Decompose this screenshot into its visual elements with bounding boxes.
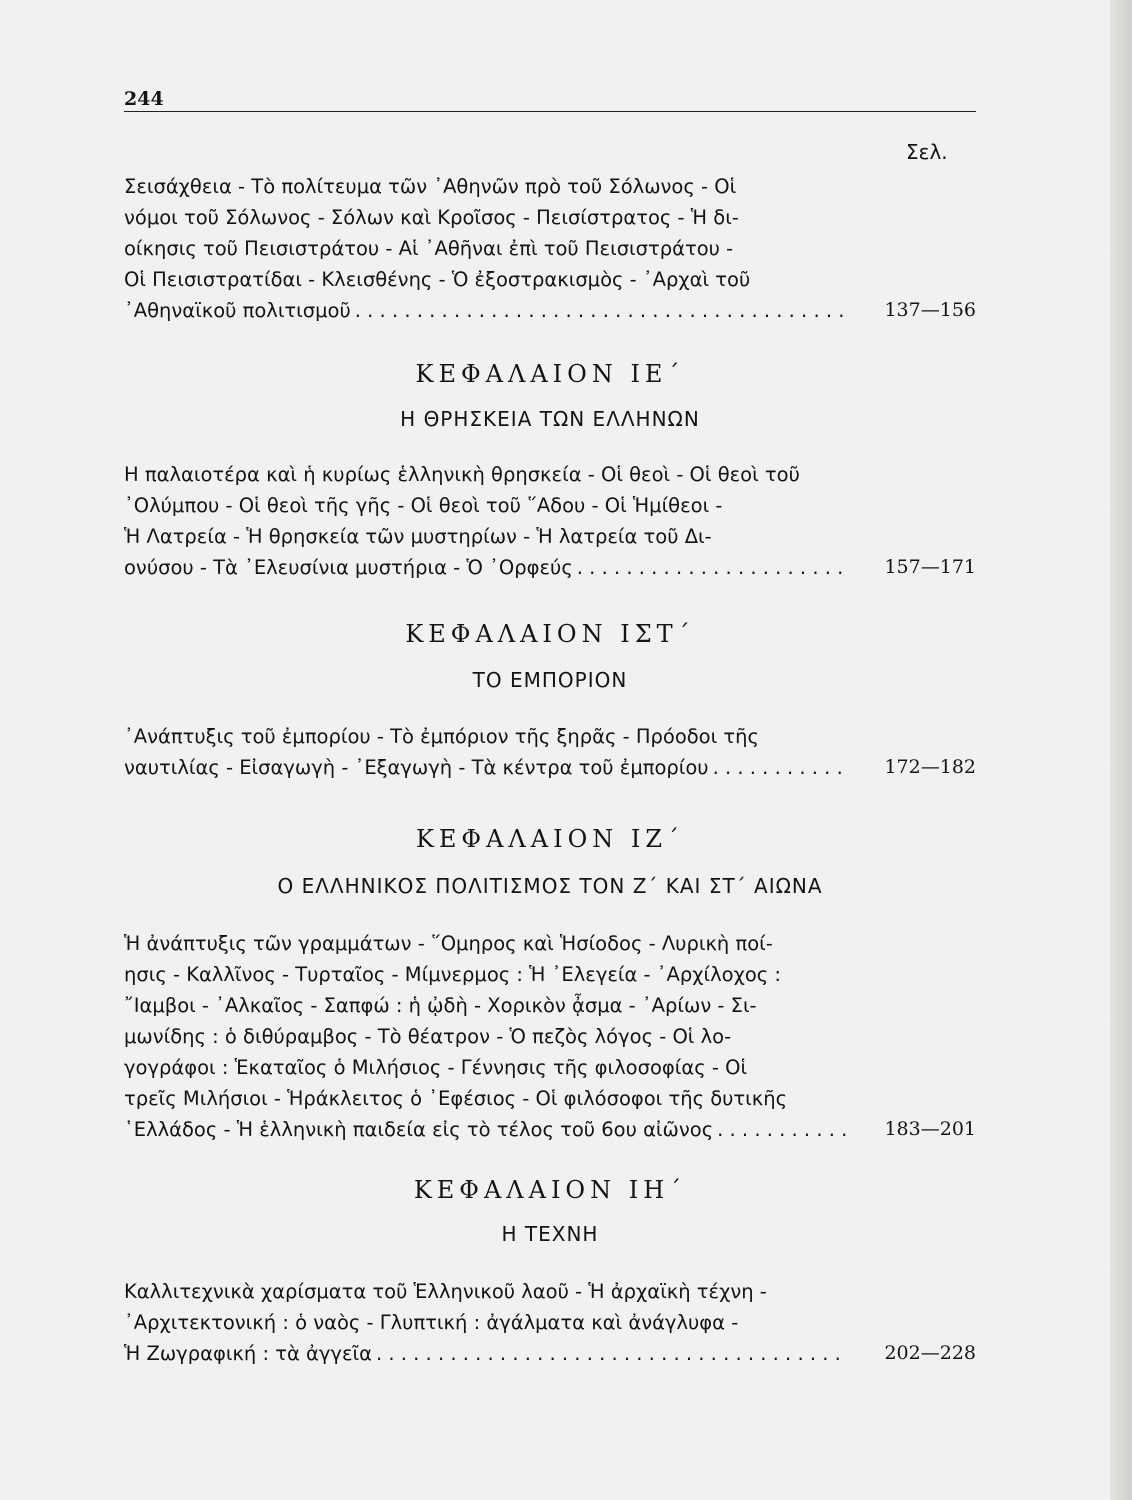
entry-line: Ἡ ἀνάπτυξις τῶν γραμμάτων - ῞Ομηρος καὶ Ἡσίοδος - Λυρικὴ ποί- (124, 932, 773, 955)
chapter-subtitle: Η ΘΡΗΣΚΕΙΑ ΤΩΝ ΕΛΛΗΝΩΝ (400, 407, 700, 431)
toc-entry (124, 171, 976, 326)
page-range: 183—201 (884, 1118, 976, 1140)
entry-line: ᾿Ολύμπου - Οἱ θεοὶ τῆς γῆς - Οἱ θεοὶ τοῦ ῞Αδου - Οἱ Ἡμίθεοι - (124, 494, 723, 517)
page-range: 137—156 (884, 299, 976, 321)
entry-line: ναυτιλίας - Εἰσαγωγὴ - ᾿Εξαγωγὴ - Τὰ κέντρα τοῦ ἐμπορίου (124, 756, 709, 779)
entry-line: ονύσου - Τὰ ᾿Ελευσίνια μυστήρια - Ὁ ᾿Ορφεύς (124, 556, 573, 579)
chapter-heading: ΚΕΦΑΛΑΙΟΝ ΙΣΤ΄ (405, 620, 695, 648)
entry-line: οίκησις τοῦ Πεισιστράτου - Αἱ ᾿Αθῆναι ἐπὶ τοῦ Πεισιστράτου - (124, 237, 734, 260)
page-range: 202—228 (884, 1342, 976, 1364)
dot-leader (351, 295, 846, 326)
entry-line: Η παλαιοτέρα καὶ ἡ κυρίως ἑλληνικὴ θρησκεία - Οἱ θεοὶ - Οἱ θεοὶ τοῦ (124, 463, 800, 486)
chapter-heading: ΚΕΦΑΛΑΙΟΝ ΙΕ΄ (415, 360, 685, 388)
dot-leader (573, 552, 846, 583)
entry-last-line (124, 752, 976, 783)
entry-last-line (124, 295, 976, 326)
entry-line: νόμοι τοῦ Σόλωνος - Σόλων καὶ Κροῖσος - Πεισίστρατος - Ἡ δι- (124, 206, 739, 229)
entry-last-line (124, 552, 976, 583)
entry-line: τρεῖς Μιλήσιοι - Ἡράκλειτος ὁ ᾿Εφέσιος - Οἱ φιλόσοφοι τῆς δυτικῆς (124, 1087, 788, 1110)
toc-entry (124, 1276, 976, 1369)
entry-line: ᾿Ανάπτυξις τοῦ ἐμπορίου - Τὸ ἐμπόριον τῆς ξηρᾶς - Πρόοδοι τῆς (124, 725, 759, 748)
entry-line: ῎Ιαμβοι - ᾿Αλκαῖος - Σαπφώ : ἡ ᾠδὴ - Χορικὸν ᾆσμα - ᾿Αρίων - Σι- (124, 994, 757, 1017)
pages-column-label: Σελ. (906, 140, 948, 164)
entry-line: Καλλιτεχνικὰ χαρίσματα τοῦ Ἑλληνικοῦ λαοῦ - Ἡ ἀρχαϊκὴ τέχνη - (124, 1280, 767, 1303)
entry-line: ᾿Αρχιτεκτονική : ὁ ναὸς - Γλυπτική : ἀγάλματα καὶ ἀνάγλυφα - (124, 1311, 739, 1334)
entry-line: Οἱ Πεισιστρατίδαι - Κλεισθένης - Ὁ ἐξοστρακισμὸς - ᾿Αρχαὶ τοῦ (124, 268, 751, 291)
entry-line: γογράφοι : Ἑκαταῖος ὁ Μιλήσιος - Γέννησις τῆς φιλοσοφίας - Οἱ (124, 1056, 748, 1079)
dot-leader (713, 1114, 846, 1145)
toc-entry (124, 721, 976, 783)
entry-line: ᾿Αθηναϊκοῦ πολιτισμοῦ (124, 299, 351, 322)
entry-line: Σεισάχθεια - Τὸ πολίτευμα τῶν ᾿Αθηνῶν πρὸ τοῦ Σόλωνος - Οἱ (124, 175, 737, 198)
entry-line: ῾Ελλάδος - Ἡ ἑλληνικὴ παιδεία εἰς τὸ τέλος τοῦ 6ου αἰῶνος (124, 1118, 714, 1141)
entry-last-line (124, 1338, 976, 1369)
entry-line: Ἡ Λατρεία - Ἡ θρησκεία τῶν μυστηρίων - Ἡ λατρεία τοῦ Δι- (124, 525, 712, 548)
dot-leader (709, 752, 846, 783)
entry-line: Ἡ Ζωγραφική : τὰ ἀγγεῖα (124, 1342, 372, 1365)
page-range: 157—171 (884, 556, 976, 578)
chapter-subtitle: Ο ΕΛΛΗΝΙΚΟΣ ΠΟΛΙΤΙΣΜΟΣ ΤΟΝ Ζ΄ ΚΑΙ ΣΤ΄ ΑΙΩΝΑ (277, 874, 823, 898)
chapter-subtitle: Η ΤΕΧΝΗ (501, 1222, 599, 1246)
entry-last-line (124, 1114, 976, 1145)
toc-entry (124, 459, 976, 583)
page-edge-shadow (1110, 0, 1132, 1500)
entry-line: μωνίδης : ὁ διθύραμβος - Τὸ θέατρον - Ὁ πεζὸς λόγος - Οἱ λο- (124, 1025, 732, 1048)
dot-leader (372, 1338, 846, 1369)
toc-entry (124, 928, 976, 1145)
entry-line: ησις - Καλλῖνος - Τυρταῖος - Μίμνερμος : Ἡ ᾿Ελεγεία - ᾿Αρχίλοχος : (124, 963, 781, 986)
chapter-heading: ΚΕΦΑΛΑΙΟΝ ΙΖ΄ (415, 825, 685, 853)
page-range: 172—182 (884, 756, 976, 778)
chapter-heading: ΚΕΦΑΛΑΙΟΝ ΙΗ΄ (413, 1176, 687, 1204)
page-number: 244 (124, 88, 164, 110)
chapter-subtitle: ΤΟ ΕΜΠΟΡΙΟΝ (472, 668, 628, 692)
header-rule (124, 111, 976, 112)
